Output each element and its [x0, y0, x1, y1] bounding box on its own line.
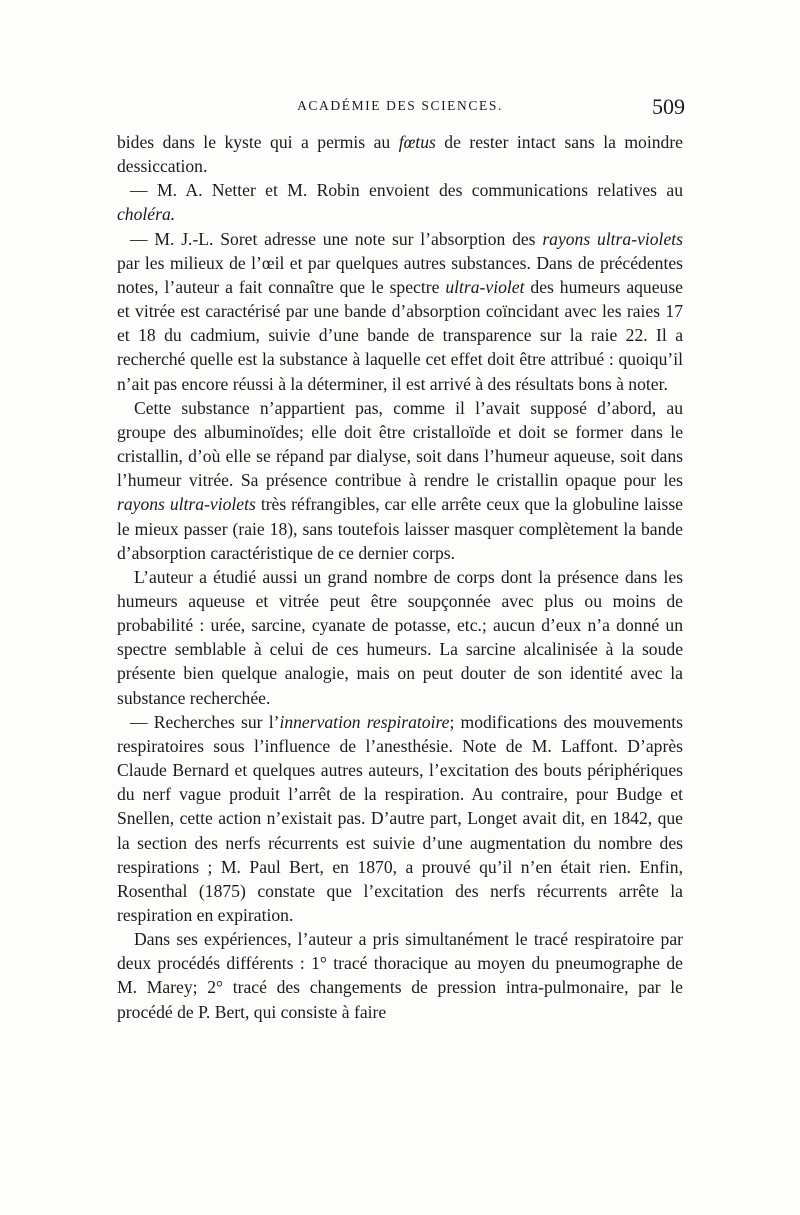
running-head [117, 94, 683, 124]
italic-run: rayons ultra-violets [117, 494, 256, 515]
page-number: 509 [652, 94, 685, 119]
italic-run: rayons ultra-violets [542, 228, 683, 249]
text-run: de rester intact sans la moindre dessiccation. [117, 132, 683, 177]
paragraph-3 [117, 227, 683, 396]
text-run: Dans ses expériences, l’auteur a pris simultanément le tracé respiratoire par deux procédés différents : 1° tracé thoracique au moyen du pneumographe de M. Marey; 2° tracé des changements de pression intra-pulmonaire, par le procédé de P. Bert, qui consiste à faire [117, 929, 683, 1022]
text-run: L’auteur a étudié aussi un grand nombre de corps dont la présence dans les humeurs aqueuse et vitrée peut être soupçonnée avec plus ou moins de probabilité : urée, sarcine, cyanate de potasse, etc.; aucun d’eux n’a donné un spectre semblable à celui de ces humeurs. La sarcine alcalinisée à la soude présente bien quelque analogie, mais on peut douter de son identité avec la substance recherchée. [117, 566, 683, 708]
paragraph-7 [117, 927, 683, 1024]
paragraph-2 [117, 178, 683, 226]
italic-run: ultra-violet [445, 276, 525, 297]
text-run: — M. A. Netter et M. Robin envoient des communications relatives au [130, 180, 683, 201]
text-run: ; modifications des mouvements respiratoires sous l’influence de l’anesthésie. Note de M. Laffont. D’après Claude Bernard et quelques autres auteurs, l’excitation des bouts périphériques du nerf vague produit l’arrêt de la respiration. Au contraire, pour Budge et Snellen, cette action n’existait pas. D’autre part, Longet avait dit, en 1842, que la section des nerfs récurrents est suivie d’une augmentation du nombre des respirations ; M. Paul Bert, en 1870, a prouvé qu’il n’en était rien. Enfin, Rosenthal (1875) constate que l’excitation des nerfs récurrents arrête la respiration en expiration. [117, 711, 683, 925]
text-run: Cette substance n’appartient pas, comme il l’avait supposé d’abord, au groupe des albuminoïdes; elle doit être cristalloïde et doit se former dans le cristallin, d’où elle se répand par dialyse, soit dans l’humeur aqueuse, soit dans l’humeur vitrée. Sa présence contribue à rendre le cristallin opaque pour les [117, 397, 683, 491]
body-text [117, 130, 683, 1024]
running-title: ACADÉMIE DES SCIENCES. [297, 98, 503, 113]
text-run: — Recherches sur l’ [130, 711, 280, 732]
text-run: par les milieux de l’œil et par quelques autres substances. Dans de précédentes notes, l’auteur a fait connaître que le spectre [117, 252, 683, 297]
italic-run: innervation respiratoire [279, 711, 450, 732]
text-run: très réfrangibles, car elle arrête ceux que la globuline laisse le mieux passer (raie 18), sans toutefois laisser masquer complètement la bande d’absorption caractéristique de ce dernier corps. [117, 494, 683, 563]
paragraph-4 [117, 396, 683, 565]
paragraph-1 [117, 130, 683, 178]
italic-run: fœtus [398, 132, 436, 152]
text-run: bides dans le kyste qui a permis au [117, 132, 399, 152]
text-run: — M. J.-L. Soret adresse une note sur l’absorption des [130, 228, 543, 249]
paragraph-6 [117, 710, 683, 927]
paragraph-5 [117, 565, 683, 710]
text-run: des humeurs aqueuse et vitrée est caractérisé par une bande d’absorption coïncidant avec les raies 17 et 18 du cadmium, suivie d’une bande de transparence sur la raie 22. Il a recherché quelle est la substance à laquelle cet effet doit être attribué : quoiqu’il n’ait pas encore réussi à la déterminer, il est arrivé à des résultats bons à noter. [117, 276, 683, 394]
italic-run: choléra. [117, 204, 176, 225]
